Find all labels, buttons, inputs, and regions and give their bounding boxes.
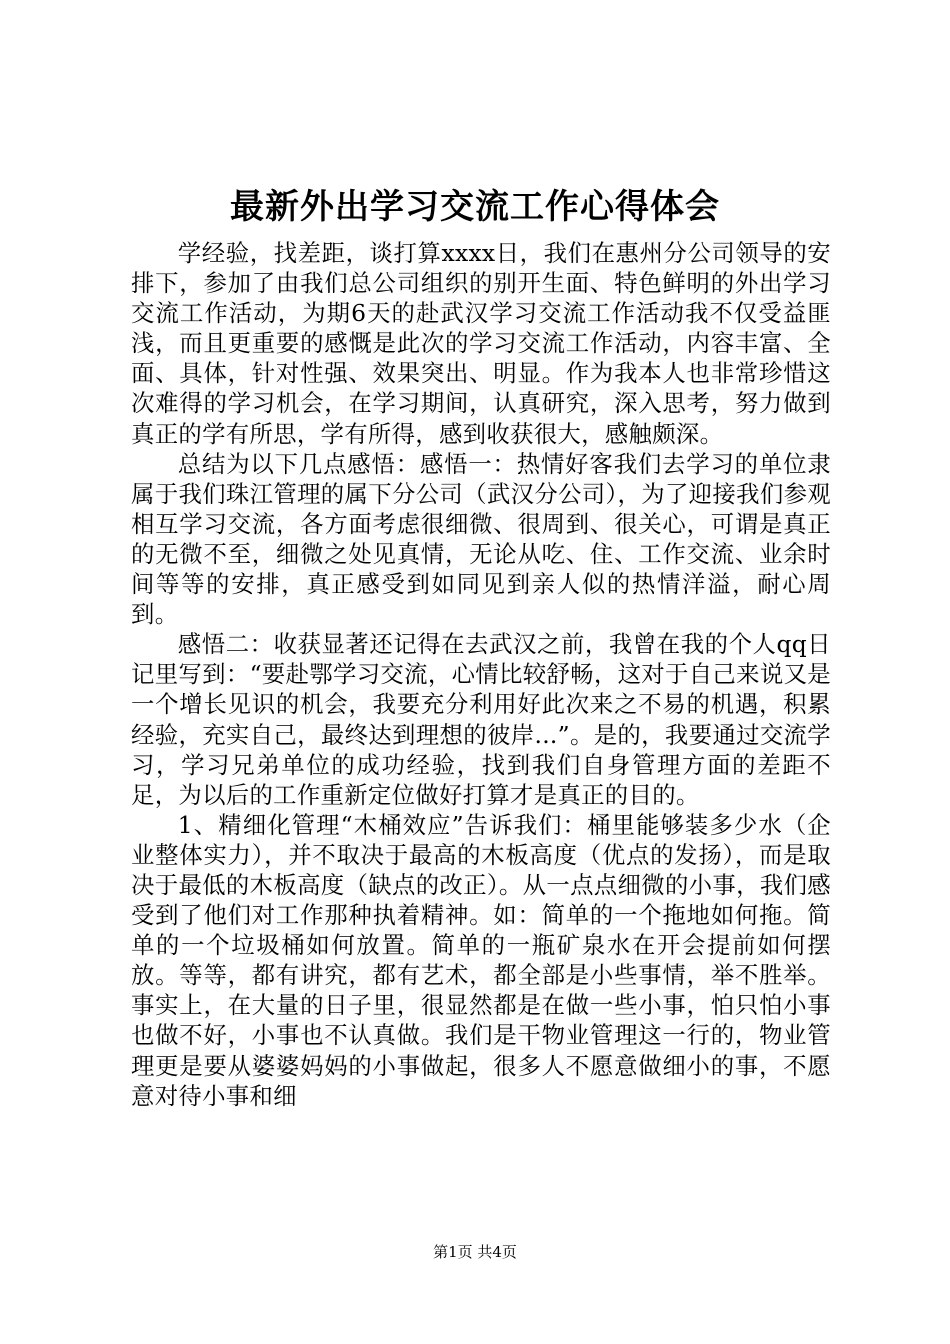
paragraph-1: 学经验，找差距，谈打算xxxx日，我们在惠州分公司领导的安排下，参加了由我们总公司组织的别开生面、特色鲜明的外出学习交流工作活动，为期6天的赴武汉学习交流工作活动我不仅受益匪浅，而且更重要的感慨是此次的学习交流工作活动，内容丰富、全面、具体，针对性强、效果突出、明显。作为我本人也非常珍惜这次难得的学习机会，在学习期间，认真研究，深入思考，努力做到真正的学有所思，学有所得，感到收获很大，感触颇深。	[131, 239, 831, 448]
paragraph-4: 1、精细化管理“木桶效应”告诉我们：桶里能够装多少水（企业整体实力），并不取决于最高的木板高度（优点的发扬），而是取决于最低的木板高度（缺点的改正）。从一点点细微的小事，我们感受到了他们对工作那种执着精神。如：简单的一个拖地如何拖。简单的一个垃圾桶如何放置。简单的一瓶矿泉水在开会提前如何摆放。等等，都有讲究，都有艺术，都全部是小些事情，举不胜举。事实上，在大量的日子里，很显然都是在做一些小事，怕只怕小事也做不好，小事也不认真做。我们是干物业管理这一行的，物业管理更是要从婆婆妈妈的小事做起，很多人不愿意做细小的事，不愿意对待小事和细	[131, 810, 831, 1110]
paragraph-2: 总结为以下几点感悟：感悟一：热情好客我们去学习的单位隶属于我们珠江管理的属下分公司（武汉分公司），为了迎接我们参观相互学习交流，各方面考虑很细微、很周到、很关心，可谓是真正的无微不至，细微之处见真情，无论从吃、住、工作交流、业余时间等等的安排，真正感受到如同见到亲人似的热情洋溢，耐心周到。	[131, 449, 831, 629]
document-body	[131, 238, 831, 1111]
paragraph-3: 感悟二：收获显著还记得在去武汉之前，我曾在我的个人qq日记里写到：“要赴鄂学习交流，心情比较舒畅，这对于自己来说又是一个增长见识的机会，我要充分利用好此次来之不易的机遇，积累经验，充实自己，最终达到理想的彼岸...”。是的，我要通过交流学习，学习兄弟单位的成功经验，找到我们自身管理方面的差距不足，为以后的工作重新定位做好打算才是真正的目的。	[131, 630, 831, 809]
document-title: 最新外出学习交流工作心得体会	[230, 187, 720, 227]
page-number-footer: 第1页 共4页	[433, 1243, 517, 1261]
